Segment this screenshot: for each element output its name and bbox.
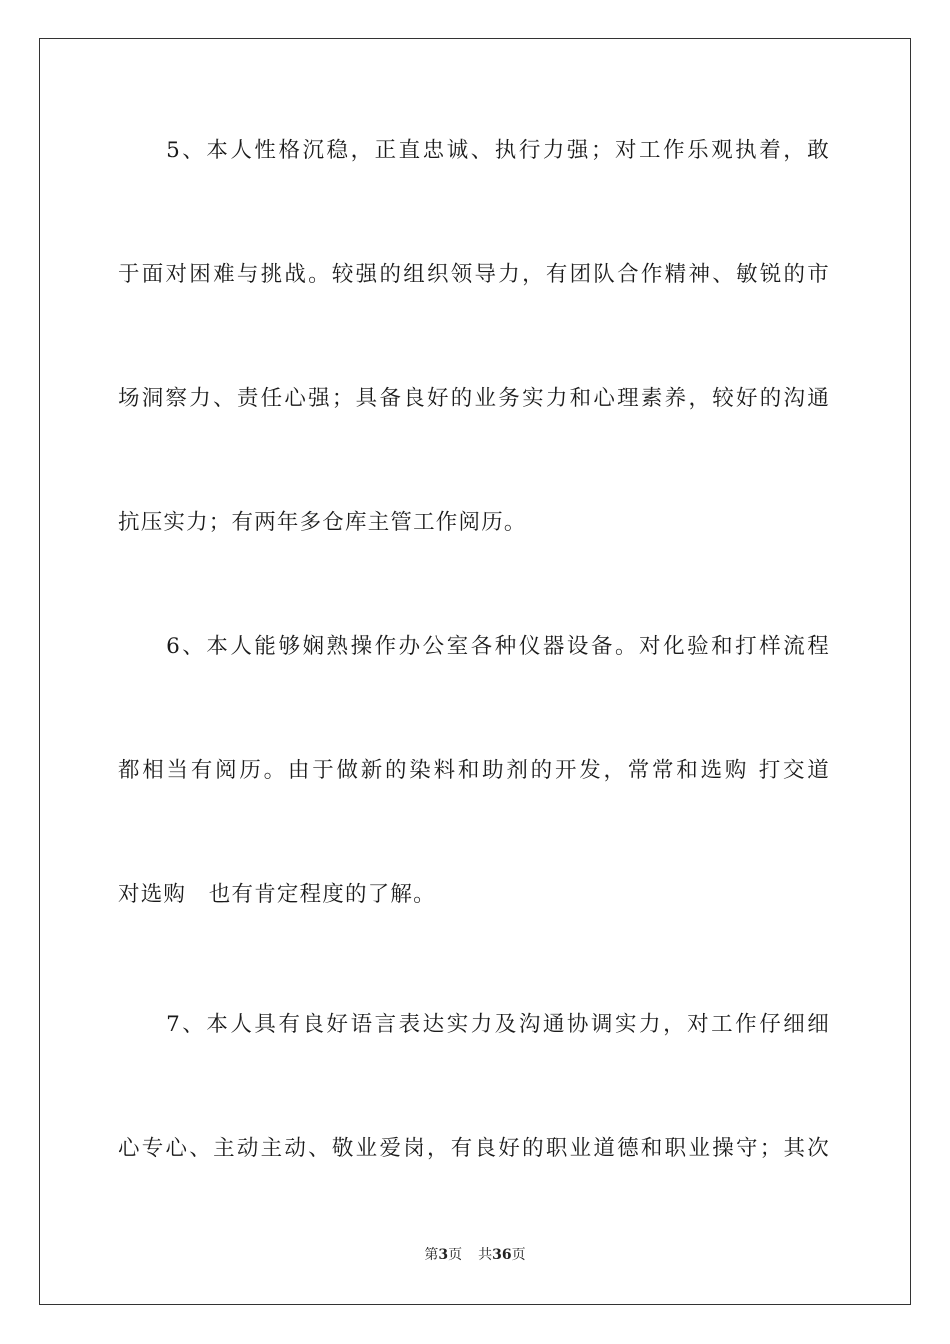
text-line: 于面对困难与挑战。较强的组织领导力，有团队合作精神、敏锐的市 bbox=[118, 262, 830, 287]
text-line: 7、本人具有良好语言表达实力及沟通协调实力，对工作仔细细 bbox=[118, 1012, 830, 1037]
footer-prefix: 第 bbox=[424, 1247, 439, 1263]
page-border bbox=[39, 38, 911, 1305]
footer-page-suffix: 页 bbox=[448, 1247, 463, 1263]
text-line: 对选购 也有肯定程度的了解。 bbox=[118, 882, 436, 907]
text-line: 都相当有阅历。由于做新的染料和助剂的开发，常常和选购 打交道 bbox=[118, 758, 830, 783]
footer-page-number: 3 bbox=[438, 1247, 449, 1263]
footer-total-suffix: 页 bbox=[511, 1247, 526, 1263]
text-line: 场洞察力、责任心强；具备良好的业务实力和心理素养，较好的沟通 bbox=[118, 386, 830, 411]
footer-total-pages: 36 bbox=[492, 1247, 512, 1263]
text-line: 5、本人性格沉稳，正直忠诚、执行力强；对工作乐观执着，敢 bbox=[118, 138, 830, 163]
page-footer bbox=[0, 1245, 950, 1265]
footer-total-prefix: 共 bbox=[478, 1247, 493, 1263]
text-line: 6、本人能够娴熟操作办公室各种仪器设备。对化验和打样流程 bbox=[118, 634, 830, 659]
text-line: 抗压实力；有两年多仓库主管工作阅历。 bbox=[118, 510, 527, 535]
text-line: 心专心、主动主动、敬业爱岗，有良好的职业道德和职业操守；其次 bbox=[118, 1136, 830, 1161]
